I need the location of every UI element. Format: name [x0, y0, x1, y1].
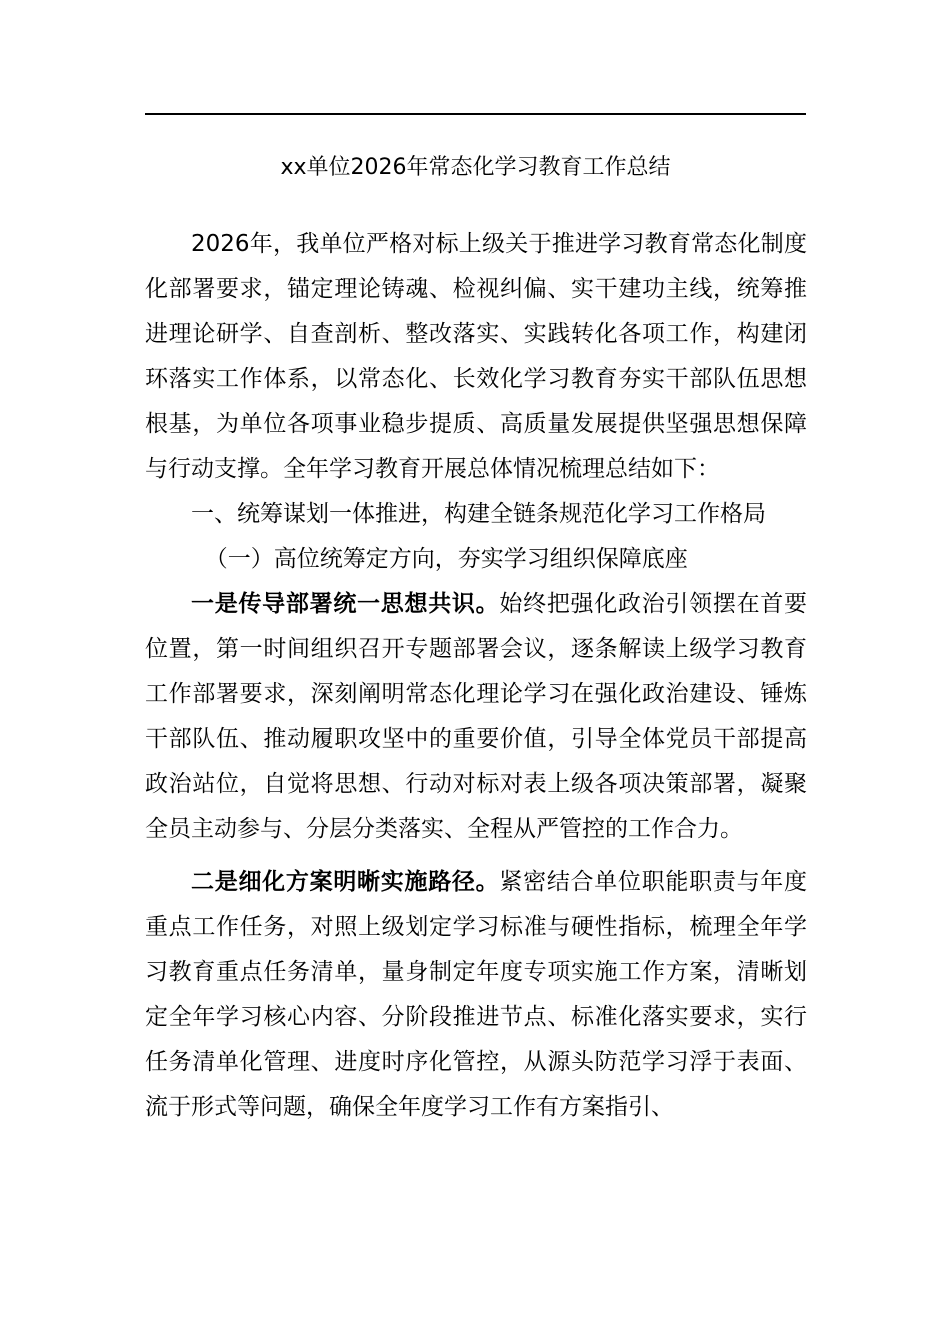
point-paragraph-1	[145, 582, 807, 852]
section-heading-1: 一、统筹谋划一体推进，构建全链条规范化学习工作格局	[191, 501, 766, 527]
header-rule	[145, 113, 806, 115]
point-1-body: 始终把强化政治引领摆在首要位置，第一时间组织召开专题部署会议，逐条解读上级学习教育工作部署要求，深刻阐明常态化理论学习在强化政治建设、锤炼干部队伍、推动履职攻坚中的重要价值，引导全体党员干部提高政治站位，自觉将思想、行动对标对表上级各项决策部署，凝聚全员主动参与、分层分类落实、全程从严管控的工作合力。	[145, 591, 808, 842]
point-paragraph-2	[145, 860, 807, 1130]
document-body	[145, 222, 807, 1130]
document-title: xx单位2026年常态化学习教育工作总结	[280, 155, 671, 180]
point-2-body: 紧密结合单位职能职责与年度重点工作任务，对照上级划定学习标准与硬性指标，梳理全年学习教育重点任务清单，量身制定年度专项实施工作方案，清晰划定全年学习核心内容、分阶段推进节点、标准化落实要求，实行任务清单化管理、进度时序化管控，从源头防范学习浮于表面、流于形式等问题，确保全年度学习工作有方案指引、	[145, 869, 808, 1120]
intro-paragraph: 2026年，我单位严格对标上级关于推进学习教育常态化制度化部署要求，锚定理论铸魂、检视纠偏、实干建功主线，统筹推进理论研学、自查剖析、整改落实、实践转化各项工作，构建闭环落实工作体系，以常态化、长效化学习教育夯实干部队伍思想根基，为单位各项事业稳步提质、高质量发展提供坚强思想保障与行动支撑。全年学习教育开展总体情况梳理总结如下：	[145, 231, 807, 482]
subsection-heading-1: （一）高位统筹定方向，夯实学习组织保障底座	[204, 546, 688, 572]
point-1-lead: 一是传导部署统一思想共识。	[191, 591, 500, 617]
point-2-lead: 二是细化方案明晰实施路径。	[191, 869, 500, 895]
